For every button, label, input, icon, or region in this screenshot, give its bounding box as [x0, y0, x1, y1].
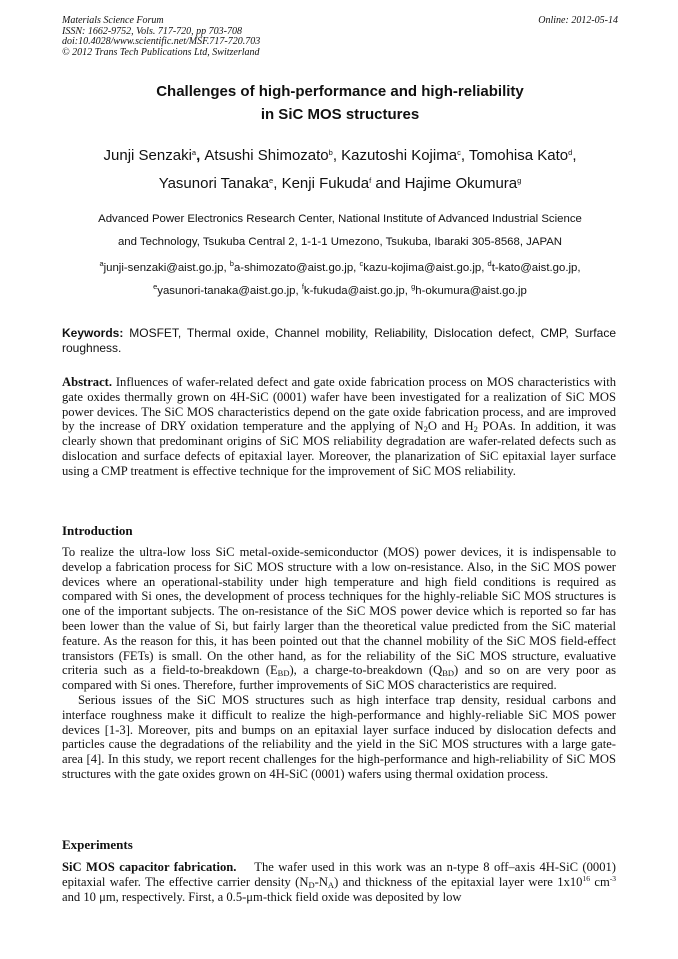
author-separator: , — [460, 147, 469, 164]
body-text: To realize the ultra-low loss SiC metal-oxide-semiconductor (MOS) power devices, it is indispensable to develop a fabrication process for SiC MOS structure with a low on-resistance. Also, in the SiC MOS power devices where an operational-stability under high temperature and high field conditions is required as compared with Si ones, the development of process techniques for the highly-reliable SiC MOS structures is one of the important subjects. The on-resistance of the SiC MOS power device which is reported so far has been lower than the value of Si, but fairly larger than the theoretical value predicted from the SiC material feature. As the reason for this, it has been pointed out that the channel mobility of the SiC MOS field-effect transistors (FETs) is small. On the other hand, as for the reliability of the SiC MOS structure, evaluative criteria such as a field-to-breakdown (E — [62, 545, 616, 678]
author-name: Junji Senzaki — [103, 147, 192, 164]
body-text: ) and so on are very poor as compared with Si ones. Therefore, further improvements of SiC MOS characteristics are required. — [62, 663, 616, 693]
abstract-label: Abstract. — [62, 375, 113, 389]
subscript: BD — [277, 668, 290, 679]
doi-line: doi:10.4028/www.scientific.net/MSF.717-720.703 — [62, 36, 261, 47]
affiliation-line-1: Advanced Power Electronics Research Center, National Institute of Advanced Industrial Science — [98, 213, 582, 225]
author-separator: , — [196, 147, 205, 164]
experiments-heading: Experiments — [62, 837, 133, 852]
body-text: ), a charge-to-breakdown (Q — [289, 663, 443, 678]
abstract-text: Influences of wafer-related defect and gate oxide fabrication process on MOS characteristics with gate oxides thermally grown on 4H-SiC (0001) wafer have been investigated for a realization of SiC MOS power devices. The SiC MOS characteristics depend on the gate oxide fabrication process, and are improved by the increase of DRY oxidation temperature and the applying of N — [62, 375, 616, 434]
abstract-text: POAs. In addition, it was clearly shown that predominant origins of SiC MOS reliability degradation are wafer-related defects such as dislocation and surface defects of epitaxial layer. Moreover, the planarization of SiC epitaxial layer surface using a CMP treatment is effective technique for the improvement of SiC MOS reliability. — [62, 419, 616, 478]
introduction-heading: Introduction — [62, 523, 133, 538]
email-mark: e — [153, 282, 158, 291]
subscript: BD — [442, 668, 455, 679]
affiliation-line-2: and Technology, Tsukuba Central 2, 1-1-1 Umezono, Tsukuba, Ibaraki 305-8568, JAPAN — [117, 236, 563, 248]
body-text: and 10 μm, respectively. First, a 0.5-μm-thick field oxide was deposited by low — [62, 889, 462, 904]
superscript: 16 — [582, 873, 590, 883]
copyright-line: © 2012 Trans Tech Publications Ltd, Switzerland — [62, 46, 260, 58]
email-mark: d — [487, 259, 492, 268]
abstract-text: O and H — [427, 419, 474, 434]
journal-header — [62, 16, 618, 58]
email-mark: c — [359, 259, 364, 268]
email-address[interactable]: a-shimozato@aist.go.jp — [233, 262, 354, 274]
email-mark: a — [99, 259, 104, 268]
author-affil-mark: f — [369, 176, 372, 185]
introduction-body — [62, 545, 616, 782]
email-address[interactable]: yasunori-tanaka@aist.go.jp — [157, 285, 296, 297]
author-affil-mark: g — [517, 176, 522, 185]
email-mark: b — [229, 259, 234, 268]
keywords-label: Keywords: — [62, 326, 124, 340]
email-address[interactable]: t-kato@aist.go.jp — [491, 262, 578, 274]
paper-title-line-1: Challenges of high-performance and high-reliability — [156, 83, 524, 100]
introduction-paragraph-1 — [62, 545, 616, 693]
author-affil-mark: d — [568, 148, 573, 157]
email-address[interactable]: k-fukuda@aist.go.jp — [303, 285, 405, 297]
email-mark: f — [301, 282, 304, 291]
author-separator: , — [332, 147, 342, 164]
keywords-text: MOSFET, Thermal oxide, Channel mobility, Reliability, Dislocation defect, CMP, Surface roughness. — [62, 326, 616, 355]
author-name: Kenji Fukuda — [281, 175, 370, 192]
subscript: 2 — [473, 424, 478, 435]
email-mark: g — [411, 282, 416, 291]
author-name: Hajime Okumura — [404, 175, 518, 192]
author-separator: , — [572, 147, 577, 164]
journal-name: Materials Science Forum — [62, 15, 164, 26]
author-affil-mark: a — [191, 148, 197, 157]
subscript: 2 — [423, 424, 428, 435]
author-name: Yasunori Tanaka — [158, 175, 270, 192]
author-line-1 — [40, 147, 640, 164]
abstract — [62, 375, 616, 479]
author-name: Tomohisa Kato — [468, 147, 569, 164]
author-affil-mark: b — [328, 148, 333, 157]
body-text: -N — [314, 874, 328, 889]
issn-line: ISSN: 1662-9752, Vols. 717-720, pp 703-708 — [62, 25, 242, 37]
paper-title-line-2: in SiC MOS structures — [260, 106, 420, 123]
experiments-body — [62, 860, 616, 904]
email-line-2: $^e$yasunori-tanaka@aist.go.jp, $^f$k-fukuda@aist.go.jp, $^g$h-okumura@aist.go.jp — [153, 282, 527, 297]
author-separator: , — [273, 175, 282, 192]
author-affil-mark: c — [457, 148, 461, 157]
body-text: The wafer used in this work was an n-type 8 off–axis 4H-SiC (0001) epitaxial wafer. The effective carrier density (N — [62, 860, 616, 889]
author-affil-mark: e — [269, 176, 274, 185]
subscript: A — [327, 879, 335, 890]
experiments-subheading: SiC MOS capacitor fabrication. — [62, 860, 237, 874]
author-separator: and — [371, 175, 405, 192]
body-text: ) and thickness of the epitaxial layer were 1x10 — [334, 874, 583, 889]
author-line-2 — [40, 175, 640, 192]
body-text: cm — [589, 874, 610, 889]
email-line-1: $^a$junji-senzaki@aist.go.jp, $^b$a-shimozato@aist.go.jp, $^c$kazu-kojima@aist.go.jp, $^d$t-kato@aist.go.jp, — [99, 259, 581, 274]
email-address[interactable]: kazu-kojima@aist.go.jp — [363, 262, 482, 274]
email-address[interactable]: h-okumura@aist.go.jp — [415, 285, 527, 297]
subscript: D — [308, 879, 315, 890]
email-address[interactable]: junji-senzaki@aist.go.jp — [103, 262, 224, 274]
author-name: Atsushi Shimozato — [204, 147, 329, 164]
keywords — [62, 326, 616, 356]
superscript: -3 — [609, 873, 616, 883]
author-name: Kazutoshi Kojima — [341, 147, 458, 164]
introduction-paragraph-2: Serious issues of the SiC MOS structures such as high interface trap density, residual carbons and interface roughness make it difficult to realize the high-performance and highly-reliable SiC MOS power devices [1-3]. Moreover, pits and bumps on an epitaxial layer surface induced by dislocation defects and particles cause the degradations of the reliability and the yield in the SiC MOS structures with a large gate-area [4]. In this study, we report recent challenges for the high-performance and high-reliability of SiC MOS structures with the gate oxides grown on 4H-SiC (0001) wafers using thermal oxidation process. — [62, 692, 616, 781]
online-date: Online: 2012-05-14 — [538, 15, 618, 26]
